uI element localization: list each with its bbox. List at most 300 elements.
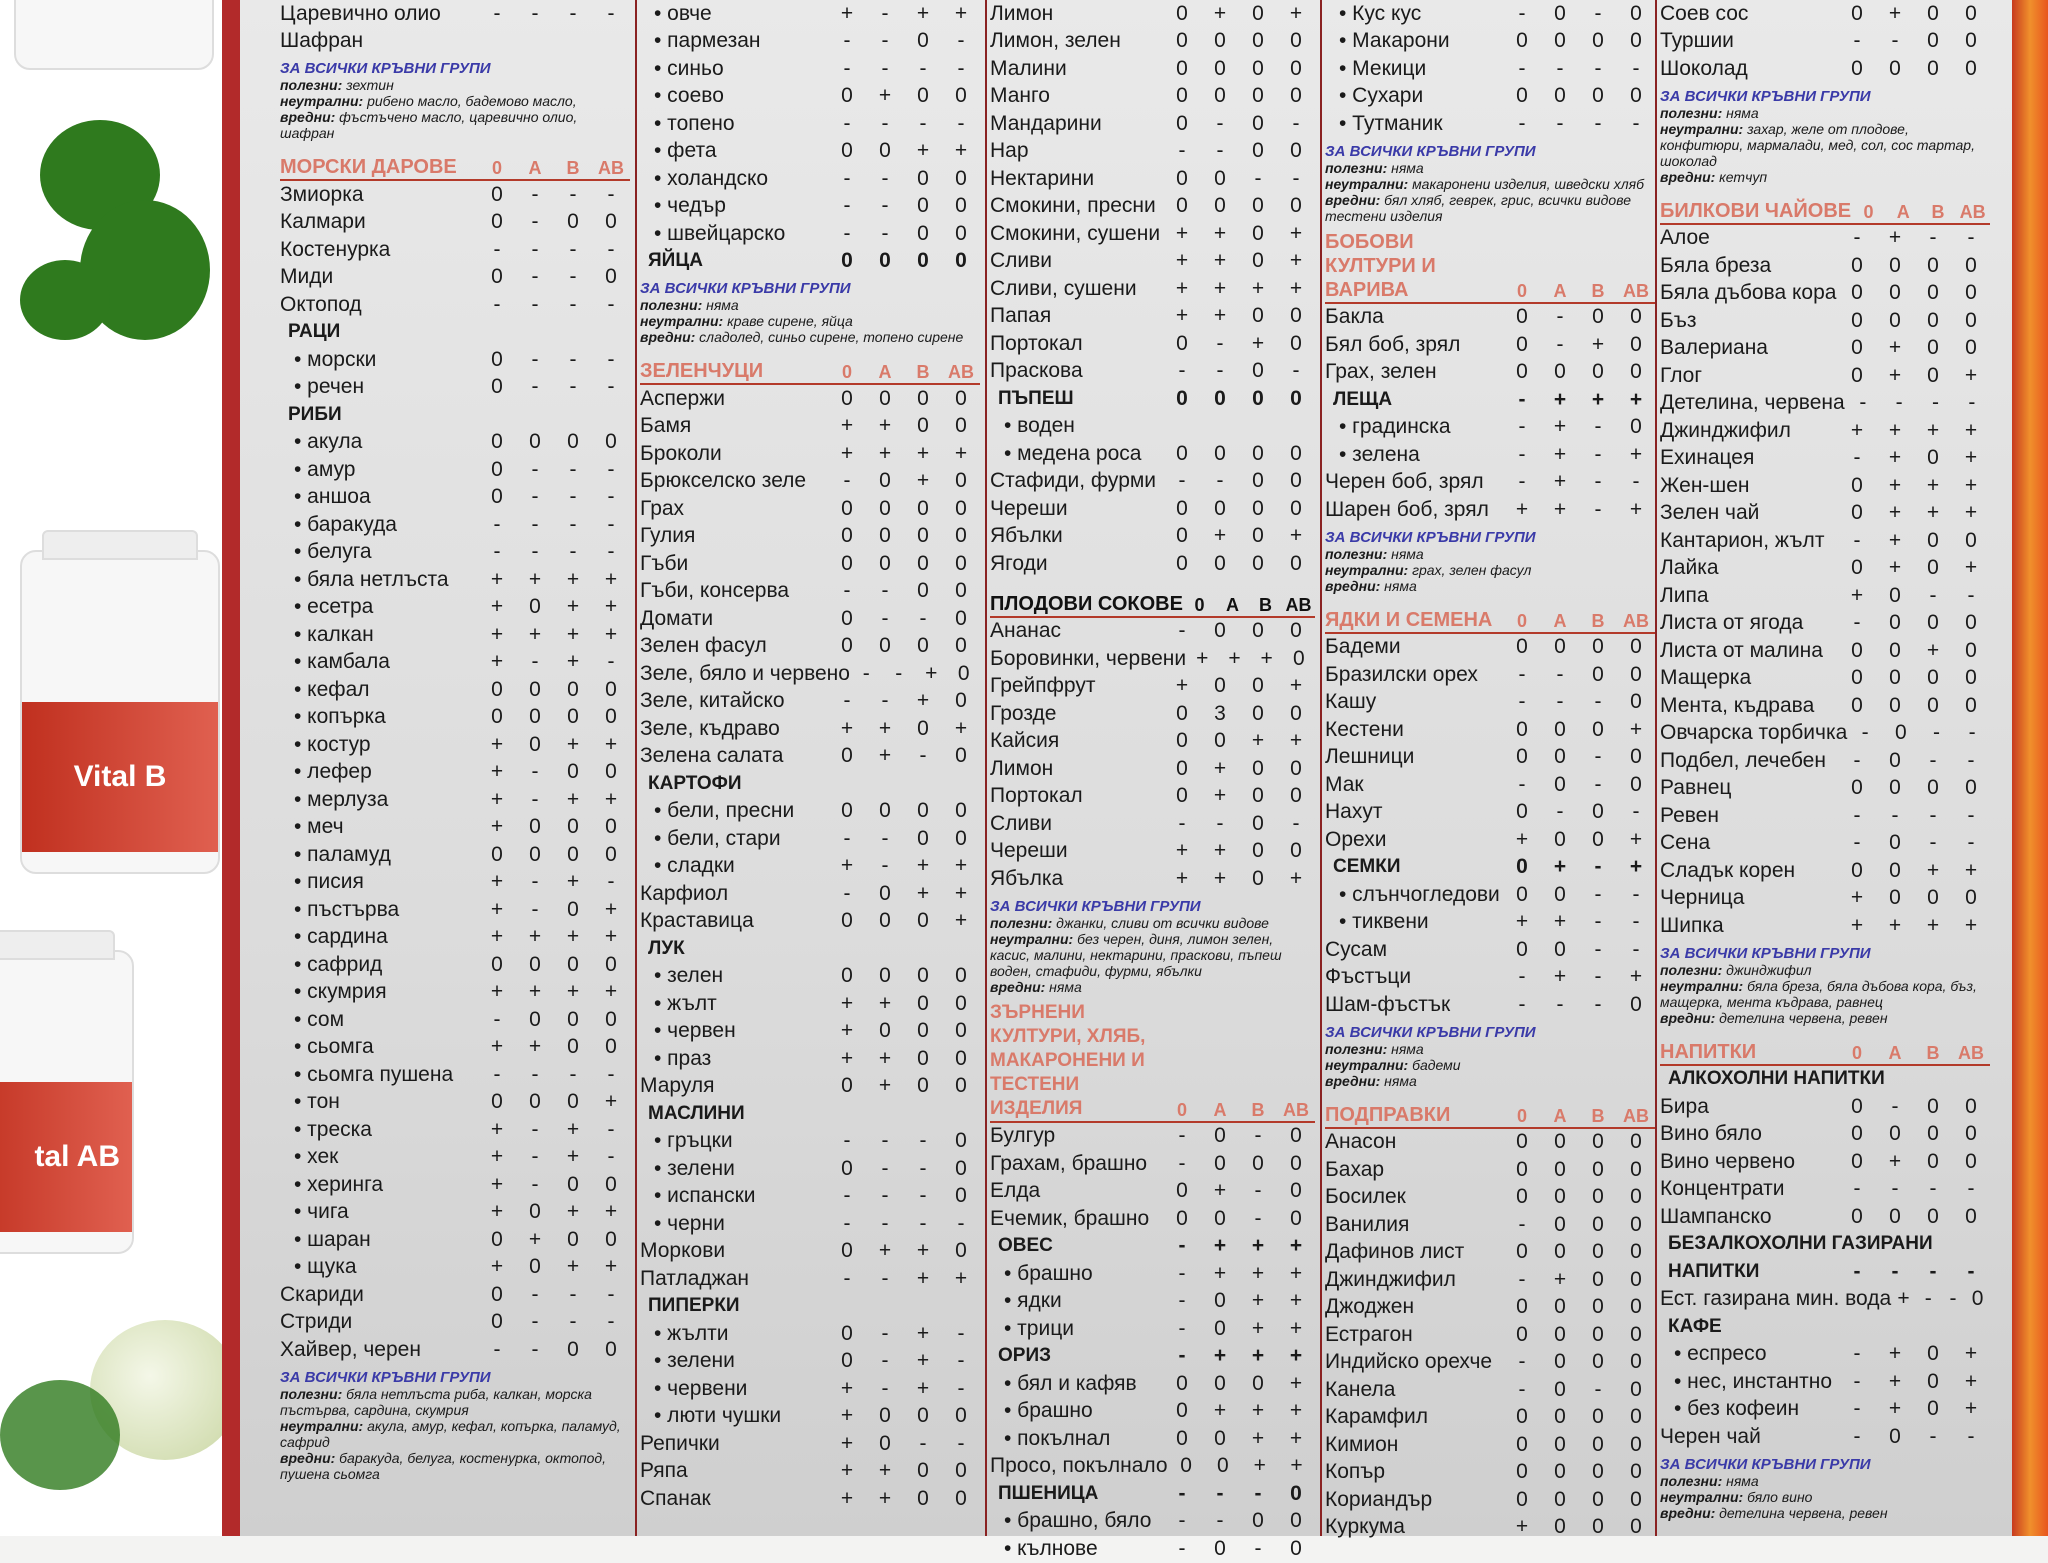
food-item-name: Куркума — [1325, 1515, 1405, 1539]
blood-group-rating: 0 — [1965, 693, 1977, 717]
blood-group-rating: 0 — [1176, 386, 1188, 410]
note-text: краве сирене, яйца — [723, 313, 853, 329]
food-item-name: Зеле, китайско — [640, 689, 785, 713]
blood-group-rating: - — [1853, 1397, 1861, 1421]
food-item-row — [1325, 304, 1655, 332]
food-item-name: Кориандър — [1325, 1487, 1433, 1511]
blood-group-rating: + — [840, 1, 854, 25]
food-item-name: Аспержи — [640, 386, 726, 410]
blood-group-rating: - — [1556, 992, 1564, 1016]
blood-group-rating: 0 — [1554, 1322, 1566, 1346]
food-item-name: • слънчогледови — [1339, 882, 1500, 906]
blood-group-rating: + — [916, 854, 930, 878]
food-item-row — [280, 1171, 630, 1199]
blood-group-note — [1660, 89, 1990, 185]
blood-group-rating: 0 — [1889, 886, 1901, 910]
blood-group-rating: - — [957, 1349, 965, 1373]
blood-group-rating: 0 — [917, 634, 929, 658]
blood-group-rating: - — [1518, 1377, 1526, 1401]
blood-group-rating: 0 — [1554, 1240, 1566, 1264]
blood-group-rating: + — [1289, 729, 1303, 753]
blood-group-rating: 0 — [567, 1227, 579, 1251]
blood-group-rating: - — [531, 182, 539, 206]
note-label: вредни: — [1325, 191, 1381, 208]
blood-group-rating: - — [607, 485, 615, 509]
food-group-header — [990, 1343, 1315, 1371]
blood-group-rating: 0 — [1252, 194, 1264, 218]
blood-group-rating: - — [1891, 1259, 1899, 1283]
blood-group-rating: - — [1178, 139, 1186, 163]
blood-group-rating: 0 — [1927, 446, 1939, 470]
note-text: сладолед, синьо сирене, топено сирене — [695, 329, 964, 345]
blood-group-rating: + — [528, 1035, 542, 1059]
blood-group-rating: + — [1515, 497, 1529, 521]
food-item-row — [640, 110, 980, 138]
blood-group-rating: - — [1556, 690, 1564, 714]
food-item-name: • градинска — [1339, 415, 1451, 439]
food-item-name: Кашу — [1325, 690, 1377, 714]
blood-group-rating: 0 — [841, 1349, 853, 1373]
blood-group-rating: - — [1967, 831, 1975, 855]
blood-group-rating: - — [957, 1211, 965, 1235]
blood-group-rating: + — [1629, 717, 1643, 741]
blood-group-rating: + — [1964, 1369, 1978, 1393]
food-item-row — [1660, 1368, 1990, 1396]
blood-group-rating: 0 — [1214, 1316, 1226, 1340]
blood-group-rating: 0 — [1252, 29, 1264, 53]
food-item-name: Мащерка — [1660, 666, 1752, 690]
food-item-name: Фъстъци — [1325, 965, 1412, 989]
food-item-name: • бели, стари — [654, 826, 781, 850]
blood-group-rating: 0 — [1290, 331, 1302, 355]
blood-group-rating: - — [881, 1321, 889, 1345]
blood-group-rating: - — [1929, 226, 1937, 250]
food-item-row — [1660, 775, 1990, 803]
blood-group-rating: 0 — [1630, 635, 1642, 659]
food-item-row — [280, 1309, 630, 1337]
blood-group-rating: 0 — [1252, 619, 1264, 643]
blood-group-rating: + — [1289, 1, 1303, 25]
blood-group-rating: 0 — [1290, 701, 1302, 725]
blood-group-rating: - — [1929, 803, 1937, 827]
food-item-name: Глог — [1660, 363, 1703, 387]
blood-group-rating: + — [840, 1019, 854, 1043]
blood-group-rating: + — [490, 897, 504, 921]
food-item-row — [1660, 0, 1990, 28]
food-item-name: • камбала — [294, 650, 390, 674]
note-label: вредни: — [280, 1449, 336, 1466]
food-item-name: ПШЕНИЦА — [998, 1482, 1099, 1504]
blood-group-rating: - — [607, 292, 615, 316]
food-item-name: • меч — [294, 815, 344, 839]
blood-group-note — [990, 899, 1315, 995]
blood-group-rating: + — [528, 925, 542, 949]
note-text: захар, желе от плодове, конфитюри, мармалади, мед, сол, сос тартар, шоколад — [1660, 120, 1975, 169]
food-item-name: Индийско орехче — [1325, 1350, 1493, 1374]
note-line — [990, 915, 1315, 931]
food-item-row — [280, 924, 630, 952]
food-item-row — [990, 165, 1315, 193]
blood-group-rating: - — [919, 606, 927, 630]
blood-group-rating: 0 — [1592, 1185, 1604, 1209]
blood-group-rating: 0 — [1516, 937, 1528, 961]
blood-group-rating: - — [531, 1172, 539, 1196]
column-2 — [640, 0, 980, 1513]
blood-group-rating: + — [916, 469, 930, 493]
blood-group-rating: + — [916, 139, 930, 163]
blood-group-rating: 0 — [841, 964, 853, 988]
blood-group-rating: + — [1289, 1316, 1303, 1340]
blood-group-rating: 0 — [1290, 29, 1302, 53]
blood-group-rating: + — [490, 1117, 504, 1141]
blood-group-rating: 0 — [879, 551, 891, 575]
blood-group-rating: 0 — [1965, 1, 1977, 25]
blood-group-rating: - — [1216, 811, 1224, 835]
blood-group-rating: + — [840, 854, 854, 878]
blood-group-rating: 0 — [567, 952, 579, 976]
blood-group-rating: 0 — [841, 744, 853, 768]
blood-group-rating: 0 — [567, 760, 579, 784]
blood-group-rating: - — [531, 375, 539, 399]
blood-group-rating: 0 — [1592, 1130, 1604, 1154]
note-text: детелина червена, ревен — [1715, 1009, 1888, 1026]
food-item-row — [640, 1155, 980, 1183]
blood-group-rating: 0 — [1554, 882, 1566, 906]
blood-group-rating: 0 — [1290, 1481, 1302, 1505]
food-item-name: Сладък корен — [1660, 858, 1796, 882]
blood-group-rating: 0 — [491, 842, 503, 866]
blood-group-rating: - — [1594, 965, 1602, 989]
food-item-name: • синьо — [654, 56, 724, 80]
blood-group-rating: - — [1518, 1350, 1526, 1374]
blood-group-rating: + — [878, 1046, 892, 1070]
food-item-row — [1325, 1431, 1655, 1459]
blood-group-rating: 0 — [1630, 1432, 1642, 1456]
blood-group-rating: - — [1254, 1179, 1262, 1203]
food-item-name: • брашно — [1004, 1399, 1093, 1423]
food-item-name: • без кофеин — [1674, 1397, 1800, 1421]
note-text: няма — [1722, 104, 1759, 121]
food-item-row — [640, 1403, 980, 1431]
blood-group-rating: + — [604, 1090, 618, 1114]
blood-group-rating: + — [1629, 497, 1643, 521]
blood-group-rating: 0 — [1630, 1267, 1642, 1291]
food-item-row — [280, 676, 630, 704]
note-text: кетчуп — [1715, 168, 1768, 185]
note-title: ЗА ВСИЧКИ КРЪВНИ ГРУПИ — [1660, 944, 1871, 962]
blood-group-rating: + — [528, 980, 542, 1004]
blood-group-rating: 0 — [529, 952, 541, 976]
blood-group-rating: 0 — [1851, 1204, 1863, 1228]
blood-group-rating: + — [1888, 1369, 1902, 1393]
food-item-name: Краставица — [640, 909, 754, 933]
blood-group-rating: 0 — [1252, 359, 1264, 383]
food-item-name: Мак — [1325, 772, 1364, 796]
blood-group-rating: - — [1518, 415, 1526, 439]
blood-group-rating: 0 — [1252, 249, 1264, 273]
food-item-row — [1660, 390, 1990, 418]
blood-group-rating: - — [843, 881, 851, 905]
blood-group-rating: + — [1926, 473, 1940, 497]
blood-group-rating: 0 — [1252, 469, 1264, 493]
food-item-row — [280, 731, 630, 759]
blood-group-rating: - — [1556, 662, 1564, 686]
food-item-row — [1325, 28, 1655, 56]
food-item-name: Бамя — [640, 414, 692, 438]
blood-group-rating: - — [1594, 497, 1602, 521]
blood-group-rating: + — [1289, 1234, 1303, 1258]
blood-group-rating: - — [1967, 1177, 1975, 1201]
note-title: ЗА ВСИЧКИ КРЪВНИ ГРУПИ — [990, 897, 1201, 915]
column-divider — [1320, 0, 1322, 1536]
food-item-name: • швейцарско — [654, 221, 786, 245]
food-item-row — [640, 1320, 980, 1348]
blood-group-rating: - — [1594, 470, 1602, 494]
food-item-row — [280, 1336, 630, 1364]
blood-group-rating: 0 — [1851, 281, 1863, 305]
blood-group-rating: 0 — [841, 249, 853, 273]
food-item-name: • морски — [294, 347, 377, 371]
blood-group-rating: 0 — [1927, 336, 1939, 360]
food-item-name: Шипка — [1660, 913, 1724, 937]
blood-group-rating: + — [916, 1239, 930, 1263]
product-label: Vital B — [22, 702, 218, 852]
blood-group-rating: 0 — [1592, 1405, 1604, 1429]
blood-group-rating: 0 — [1889, 858, 1901, 882]
note-label: неутрални: — [280, 93, 364, 109]
blood-group-rating: 0 — [1290, 839, 1302, 863]
blood-group-rating: 0 — [1554, 1350, 1566, 1374]
food-item-name: • лефер — [294, 760, 372, 784]
note-text: няма — [1387, 159, 1424, 176]
column-3 — [990, 0, 1315, 1563]
blood-group-rating: + — [604, 925, 618, 949]
blood-group-rating: - — [1632, 470, 1640, 494]
food-item-name: Боровинки, червени — [990, 646, 1187, 670]
blood-group-rating: + — [878, 1239, 892, 1263]
blood-group-rating: 0 — [1965, 776, 1977, 800]
note-text: детелина червена, ревен — [1715, 1504, 1888, 1521]
blood-group-rating: - — [531, 540, 539, 564]
blood-group-rating: - — [1594, 882, 1602, 906]
food-item-name: • еспресо — [1674, 1342, 1767, 1366]
blood-group-rating: + — [1213, 839, 1227, 863]
blood-group-rating: 0 — [1851, 501, 1863, 525]
note-text: няма — [1722, 1472, 1759, 1489]
blood-group-rating: - — [1178, 1124, 1186, 1148]
blood-group-note — [1325, 530, 1655, 594]
food-item-row — [1325, 991, 1655, 1019]
blood-group-rating: 0 — [1630, 1240, 1642, 1264]
blood-group-rating: + — [954, 716, 968, 740]
food-item-row — [1325, 661, 1655, 689]
food-item-row — [280, 374, 630, 402]
blood-group-rating: 0 — [1630, 1515, 1642, 1539]
food-item-name: Подбел, лечебен — [1660, 748, 1826, 772]
blood-group-rating: + — [490, 870, 504, 894]
blood-group-rating: + — [925, 661, 938, 685]
blood-group-rating: - — [1967, 1424, 1975, 1448]
blood-group-rating: 0 — [917, 194, 929, 218]
blood-group-rating: 0 — [955, 1129, 967, 1153]
note-title: ЗА ВСИЧКИ КРЪВНИ ГРУПИ — [280, 60, 491, 77]
blood-group-rating: - — [1853, 528, 1861, 552]
food-item-row — [280, 0, 630, 28]
blood-group-rating: + — [916, 1266, 930, 1290]
blood-group-rating: 0 — [491, 182, 503, 206]
blood-group-rating: + — [1926, 858, 1940, 882]
note-label: неутрални: — [1325, 175, 1409, 192]
food-item-row — [640, 990, 980, 1018]
blood-group-rating: - — [1216, 111, 1224, 135]
blood-group-rating: + — [954, 1266, 968, 1290]
blood-group-rating: 0 — [955, 744, 967, 768]
blood-group-rating: 0 — [1965, 611, 1977, 635]
food-item-name: Кестени — [1325, 717, 1404, 741]
food-item-name: Копър — [1325, 1460, 1386, 1484]
blood-group-rating: + — [1289, 221, 1303, 245]
blood-group-rating: + — [604, 1200, 618, 1224]
food-item-name: Ябълка — [990, 866, 1064, 890]
blood-group-rating: 0 — [1851, 1, 1863, 25]
blood-group-rating: + — [840, 414, 854, 438]
food-item-row — [280, 649, 630, 677]
blood-group-rating: 0 — [1965, 1149, 1977, 1173]
food-item-name: Ягоди — [990, 551, 1048, 575]
blood-group-rating: + — [604, 787, 618, 811]
blood-group-rating: 0 — [1630, 305, 1642, 329]
blood-group-rating: + — [1553, 910, 1567, 934]
blood-group-rating: - — [895, 661, 903, 685]
blood-group-rating: - — [1518, 992, 1526, 1016]
blood-group-rating: 0 — [1592, 84, 1604, 108]
food-item-row — [1325, 110, 1655, 138]
food-item-name: Манго — [990, 84, 1050, 108]
blood-group-rating: 0 — [879, 909, 891, 933]
blood-group-rating: - — [957, 29, 965, 53]
blood-group-rating: - — [843, 194, 851, 218]
food-item-name: • сафрид — [294, 952, 383, 976]
blood-group-rating: 0 — [841, 524, 853, 548]
blood-group-rating: + — [1964, 913, 1978, 937]
blood-group-rating: 0 — [567, 815, 579, 839]
blood-group-rating: 0 — [1592, 662, 1604, 686]
note-line — [1325, 192, 1655, 224]
blood-group-rating: - — [493, 237, 501, 261]
section-heading-herbal-teas: БИЛКОВИ ЧАЙОВЕ 0 A B AB — [1660, 191, 1990, 225]
blood-group-rating: 0 — [879, 634, 891, 658]
food-item-name: Шафран — [280, 29, 364, 53]
blood-group-rating: - — [843, 1129, 851, 1153]
blood-group-rating: - — [607, 1117, 615, 1141]
blood-group-rating: 0 — [1290, 139, 1302, 163]
blood-group-rating: 0 — [917, 166, 929, 190]
blood-group-rating: 0 — [955, 579, 967, 603]
note-text: грах, зелен фасул — [1408, 561, 1532, 578]
blood-group-rating: - — [1556, 332, 1564, 356]
note-label: неутрални: — [640, 313, 724, 329]
note-text: няма — [1045, 978, 1082, 995]
blood-group-rating: 0 — [1290, 756, 1302, 780]
food-item-name: Ряпа — [640, 1459, 688, 1483]
food-item-row — [1660, 1176, 1990, 1204]
blood-group-rating: + — [840, 1486, 854, 1510]
food-item-row — [1325, 1239, 1655, 1267]
food-item-row — [1325, 1211, 1655, 1239]
blood-group-rating: - — [531, 1, 539, 25]
food-item-row — [640, 880, 980, 908]
blood-group-rating: + — [916, 1349, 930, 1373]
blood-group-rating: 0 — [1516, 305, 1528, 329]
food-item-row — [1660, 445, 1990, 473]
blood-group-rating: 0 — [1290, 386, 1302, 410]
blood-group-rating: 0 — [1630, 745, 1642, 769]
food-item-name: Зелена салата — [640, 744, 784, 768]
blood-group-rating: - — [1594, 56, 1602, 80]
food-item-row — [280, 209, 630, 237]
blood-group-rating: 0 — [1592, 635, 1604, 659]
food-item-name: • сардина — [294, 925, 388, 949]
blood-group-rating: + — [1251, 729, 1265, 753]
blood-group-rating: 0 — [1889, 56, 1901, 80]
food-item-name: • трици — [1004, 1316, 1074, 1340]
food-item-name: Портокал — [990, 331, 1083, 355]
blood-group-rating: + — [566, 1145, 580, 1169]
food-item-name: • треска — [294, 1117, 372, 1141]
food-item-name: • тиквени — [1339, 910, 1429, 934]
food-item-row — [280, 896, 630, 924]
blood-group-rating: 0 — [1554, 717, 1566, 741]
food-item-row — [280, 429, 630, 457]
food-item-name: • червен — [654, 1019, 736, 1043]
blood-group-rating: 0 — [917, 414, 929, 438]
blood-group-rating: 0 — [1214, 619, 1226, 643]
note-line — [1660, 105, 1990, 121]
blood-group-rating: 0 — [1176, 29, 1188, 53]
blood-group-rating: - — [1594, 772, 1602, 796]
blood-group-rating: 0 — [879, 1404, 891, 1428]
food-item-name: ПЪПЕШ — [998, 387, 1074, 409]
blood-group-rating: 0 — [1252, 551, 1264, 575]
blood-group-rating: + — [1964, 1342, 1978, 1366]
blood-group-rating: 0 — [841, 634, 853, 658]
food-item-row — [280, 566, 630, 594]
blood-group-rating: 0 — [879, 249, 891, 273]
blood-group-rating: 0 — [879, 799, 891, 823]
food-item-name: Костенурка — [280, 237, 391, 261]
blood-group-rating: 0 — [1214, 56, 1226, 80]
blood-group-rating: - — [569, 457, 577, 481]
food-item-name: Гъби, консерва — [640, 579, 790, 603]
blood-group-rating: + — [490, 787, 504, 811]
food-group-header — [1660, 1066, 1990, 1094]
blood-group-rating: - — [843, 469, 851, 493]
food-item-row — [1660, 252, 1990, 280]
food-item-name: ЛУК — [648, 937, 685, 959]
blood-group-rating: 0 — [1630, 332, 1642, 356]
blood-group-rating: + — [1553, 855, 1567, 879]
blood-group-rating: 0 — [567, 430, 579, 454]
blood-group-rating: + — [1251, 1399, 1265, 1423]
blood-group-rating: + — [566, 980, 580, 1004]
blood-group-rating: + — [1964, 1397, 1978, 1421]
food-item-name: • кълнове — [1004, 1536, 1098, 1560]
blood-group-rating: 0 — [1630, 1377, 1642, 1401]
blood-group-rating: + — [954, 139, 968, 163]
blood-group-rating: 0 — [1971, 1287, 1984, 1311]
blood-group-rating: + — [1926, 501, 1940, 525]
food-item-row — [640, 165, 980, 193]
